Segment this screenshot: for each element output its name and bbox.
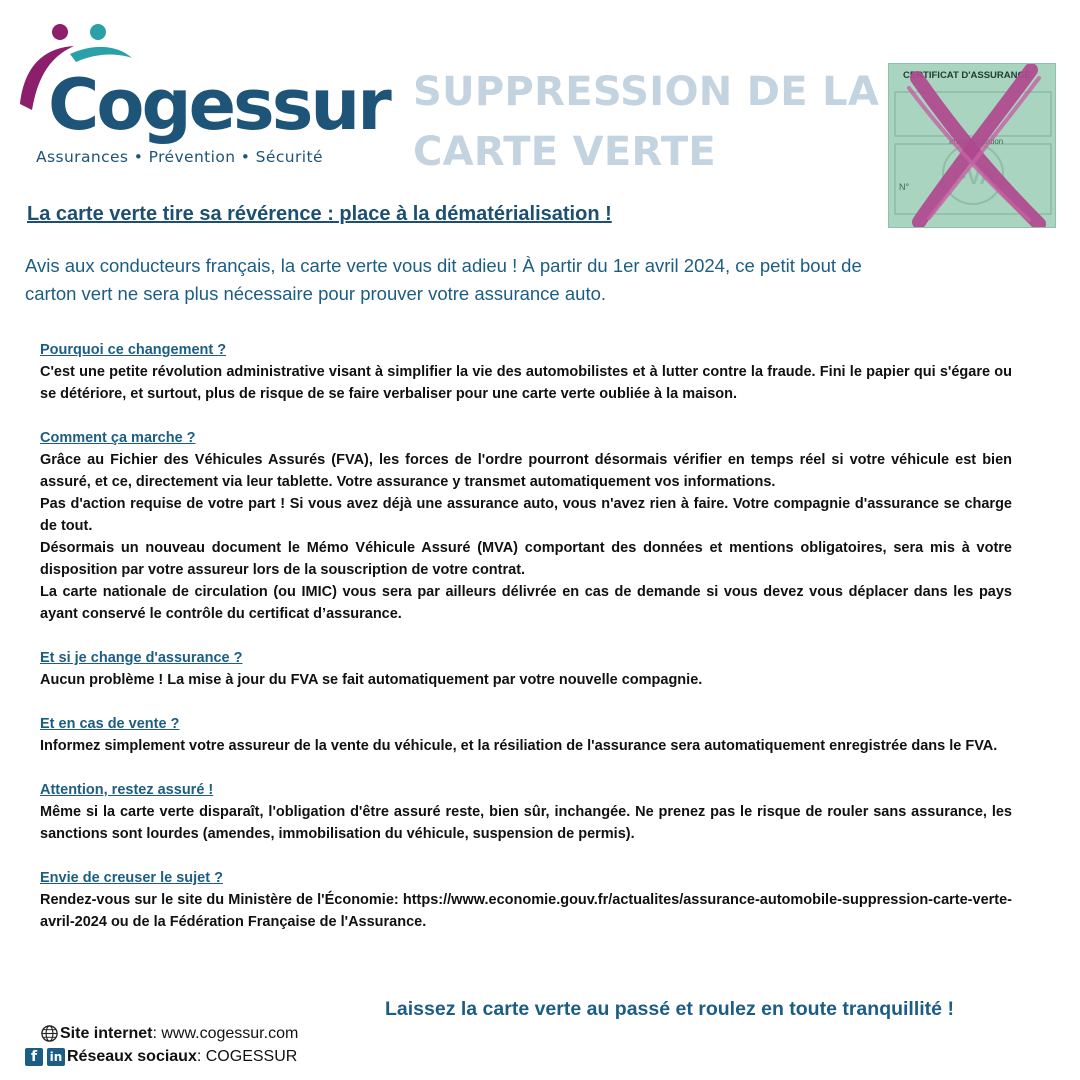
section-paragraph: Désormais un nouveau document le Mémo Véhicule Assuré (MVA) comportant des données et mentions obligatoires, sera mis à votre disposition par votre assureur lors de la souscription de votre contrat. [40, 540, 1012, 578]
footer-site [40, 1024, 298, 1043]
cert-stamp: FVA [953, 164, 996, 189]
title-line-2: CARTE VERTE [413, 129, 717, 175]
section-paragraph: La carte nationale de circulation (ou IMIC) vous sera par ailleurs délivrée en cas de demande si vous devez vous déplacer dans les pays ayant conservé le contrôle du certificat d’assurance. [40, 584, 1012, 622]
logo-tagline: Assurances • Prévention • Sécurité [36, 148, 323, 166]
certificate-image [888, 63, 1056, 228]
section-heading: Pourquoi ce changement ? [40, 342, 227, 358]
site-url[interactable]: : www.cogessur.com [152, 1024, 299, 1042]
globe-icon [40, 1024, 59, 1043]
section-paragraph: Grâce au Fichier des Véhicules Assurés (FVA), les forces de l'ordre pourront désormais vérifier en temps réel si votre véhicule est bien assuré, et ce, directement via leur tablette. Votre assurance y transmet automatiquement vos informations. [40, 452, 1012, 490]
article-section [40, 427, 1012, 625]
site-label: Site internet [60, 1024, 153, 1042]
section-paragraph: C'est une petite révolution administrative visant à simplifier la vie des automobilistes et à lutter contre la fraude. Fini le papier qui s'égare ou se détériore, et surtout, plus de risque de se faire verbaliser pour une carte verte oubliée à la maison. [40, 364, 1012, 402]
headline: La carte verte tire sa révérence : place à la dématérialisation ! [27, 203, 612, 225]
section-paragraph: Pas d'action requise de votre part ! Si vous avez déjà une assurance auto, vous n'avez rien à faire. Votre compagnie d'assurance se charge de tout. [40, 496, 1012, 534]
article-section [40, 713, 1012, 757]
facebook-icon[interactable]: f [25, 1048, 43, 1066]
page-title [413, 62, 883, 182]
company-logo [12, 18, 389, 178]
section-paragraph: Même si la carte verte disparaît, l'obligation d'être assuré reste, bien sûr, inchangée. Ne prenez pas le risque de rouler sans assurance, les sanctions sont lourdes (amendes, immobilisation du véhicule, suspension de permis). [40, 804, 1012, 842]
article-section [40, 647, 1012, 691]
article-section [40, 779, 1012, 845]
logo-wordmark: Cogessur [48, 64, 389, 146]
article-body [40, 339, 1012, 955]
closing-line: Laissez la carte verte au passé et roulez en toute tranquillité ! [385, 998, 954, 1020]
article-section [40, 867, 1012, 933]
cert-number-label: N° [899, 182, 910, 192]
social-label: Réseaux sociaux [67, 1048, 197, 1065]
section-heading: Comment ça marche ? [40, 430, 196, 446]
social-handle[interactable]: : COGESSUR [196, 1048, 298, 1065]
section-heading: Et si je change d'assurance ? [40, 650, 243, 666]
section-heading: Attention, restez assuré ! [40, 782, 214, 798]
linkedin-icon[interactable]: in [47, 1048, 65, 1066]
section-paragraph: Aucun problème ! La mise à jour du FVA se fait automatiquement par votre nouvelle compagnie. [40, 672, 703, 688]
cert-heading: CERTIFICAT D'ASSURANCE [903, 70, 1031, 81]
section-heading: Envie de creuser le sujet ? [40, 870, 223, 886]
cert-middle-label: Immatriculation [949, 137, 1004, 146]
section-paragraph: Rendez-vous sur le site du Ministère de l'Économie: https://www.economie.gouv.fr/actualites/assurance-automobile-suppression-carte-verte-avril-2024 ou de la Fédération Française de l'Assurance. [40, 892, 1012, 930]
section-paragraph: Informez simplement votre assureur de la vente du véhicule, et la résiliation de l'assurance sera automatiquement enregistrée dans le FVA. [40, 738, 998, 754]
crossed-certificate-icon [889, 64, 1056, 228]
title-line-1: SUPPRESSION DE LA [413, 69, 880, 115]
section-heading: Et en cas de vente ? [40, 716, 180, 732]
article-section [40, 339, 1012, 405]
intro-paragraph: Avis aux conducteurs français, la carte verte vous dit adieu ! À partir du 1er avril 2024, ce petit bout de carton vert ne sera plus nécessaire pour prouver votre assurance auto. [25, 255, 862, 304]
footer-social [25, 1048, 297, 1066]
